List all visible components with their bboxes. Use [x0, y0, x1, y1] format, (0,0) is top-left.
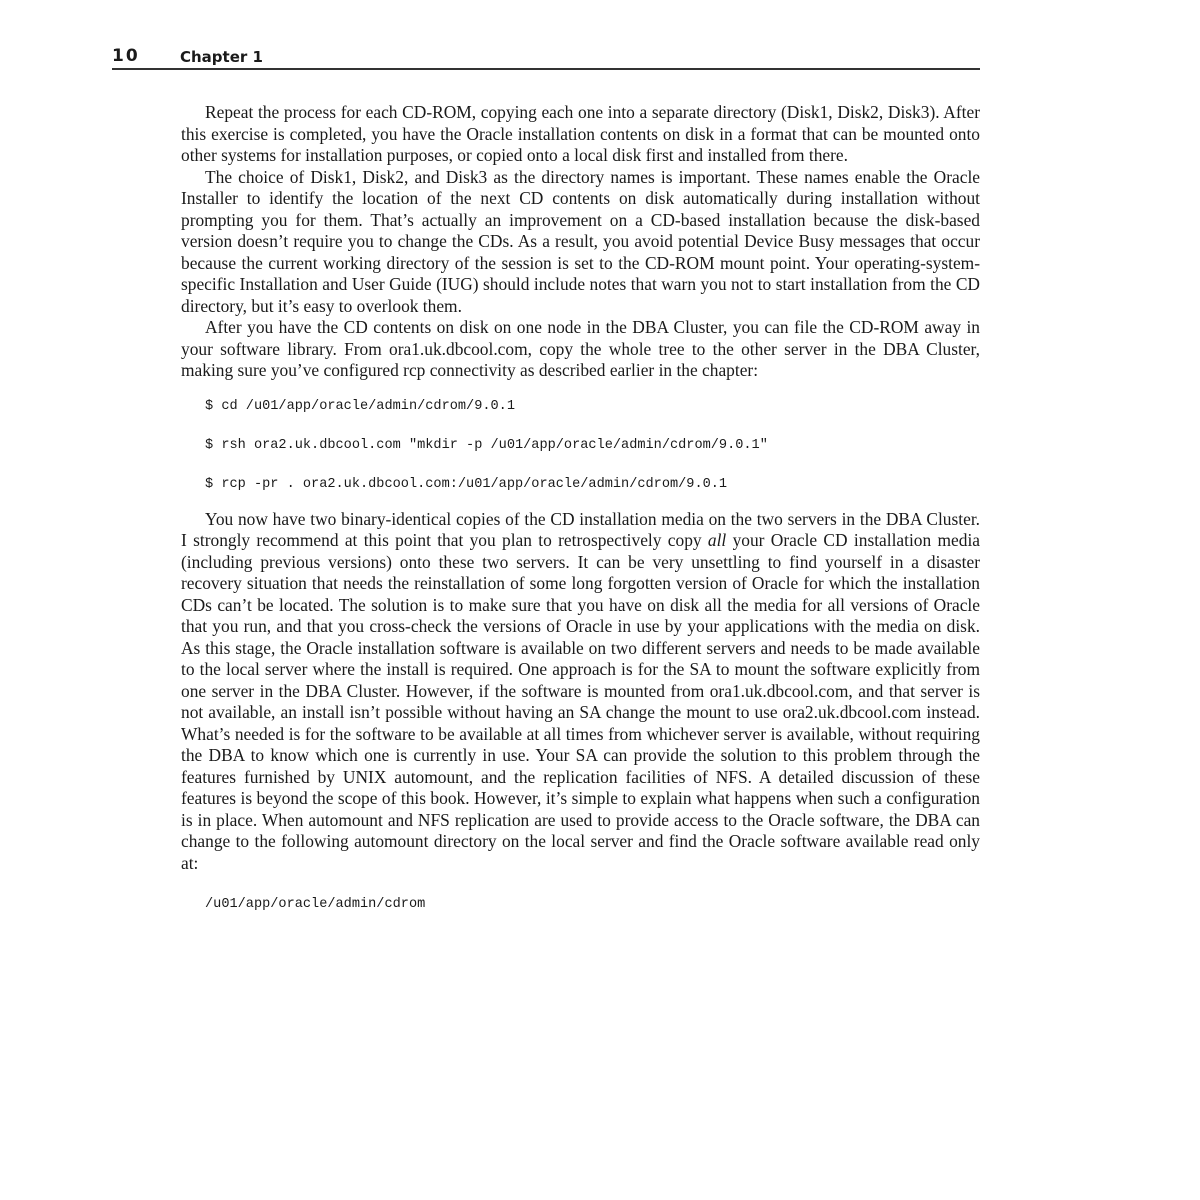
- page-header: [112, 46, 980, 70]
- paragraph-3: After you have the CD contents on disk on one node in the DBA Cluster, you can file the CD-ROM away in your software library. From ora1.uk.dbcool.com, copy the whole tree to the other server in the DBA Cluster, making sure you’ve configured rcp connectivity as described earlier in the chapter:: [181, 317, 980, 380]
- command-line-rcp: $ rcp -pr . ora2.uk.dbcool.com:/u01/app/oracle/admin/cdrom/9.0.1: [205, 476, 728, 492]
- path-listing: [205, 896, 980, 913]
- page-body: [181, 102, 980, 929]
- paragraph-4-part-1: You now have two binary-identical copies of the CD installation media on the two servers in the DBA Cluster. I strongly recommend at this point that you plan to retrospectively copy: [181, 508, 980, 550]
- paragraph-4-part-2: your Oracle CD installation media (including previous versions) onto these two servers. It can be very unsettling to find yourself in a disaster recovery situation that needs the reinstallation of some long forgotten version of Oracle for which the installation CDs can’t be located. The solution is to make sure that you have on disk all the media for all versions of Oracle that you run, and that you cross-check the versions of Oracle in use by your applications with the media on disk. As this stage, the Oracle installation software is available on two different servers and needs to be made available to the local server where the install is required. One approach is for the SA to mount the software explicitly from one server in the DBA Cluster. However, if the software is mounted from ora1.uk.dbcool.com, and that server is not available, an install isn’t possible without having an SA change the mount to use ora2.uk.dbcool.com instead. What’s needed is for the software to be available at all times from whichever server is available, without requiring the DBA to know which one is currently in use. Your SA can provide the solution to this problem through the features furnished by UNIX automount, and the replication facilities of NFS. A detailed discussion of these features is beyond the scope of this book. However, it’s simple to explain what happens when such a configuration is in place. When automount and NFS replication are used to provide access to the Oracle software, the DBA can change to the following automount directory on the local server and find the Oracle software available read only at:: [181, 530, 981, 873]
- chapter-title: Chapter 1: [180, 48, 263, 66]
- automount-path: /u01/app/oracle/admin/cdrom: [205, 897, 426, 912]
- command-line-rsh: $ rsh ora2.uk.dbcool.com "mkdir -p /u01/app/oracle/admin/cdrom/9.0.1": [205, 437, 768, 453]
- paragraph-2: The choice of Disk1, Disk2, and Disk3 as the directory names is important. These names enable the Oracle Installer to identify the location of the next CD contents on disk automatically during installation without prompting you for them. That’s actually an improvement on a CD-based installation because the disk-based version doesn’t require you to change the CDs. As a result, you avoid potential Device Busy messages that occur because the current working directory of the session is set to the CD-ROM mount point. Your operating-system-specific Installation and User Guide (IUG) should include notes that warn you not to start installation from the CD directory, but it’s easy to overlook them.: [181, 166, 980, 316]
- page-number: 10: [112, 46, 140, 66]
- emphasis-all: all: [707, 530, 727, 550]
- command-line-cd: $ cd /u01/app/oracle/admin/cdrom/9.0.1: [205, 398, 515, 414]
- paragraph-4: [181, 509, 980, 875]
- command-listing: [205, 398, 980, 493]
- paragraph-1: Repeat the process for each CD-ROM, copying each one into a separate directory (Disk1, Disk2, Disk3). After this exercise is completed, you have the Oracle installation contents on disk in a format that can be mounted onto other systems for installation purposes, or copied onto a local disk first and installed from there.: [181, 102, 980, 165]
